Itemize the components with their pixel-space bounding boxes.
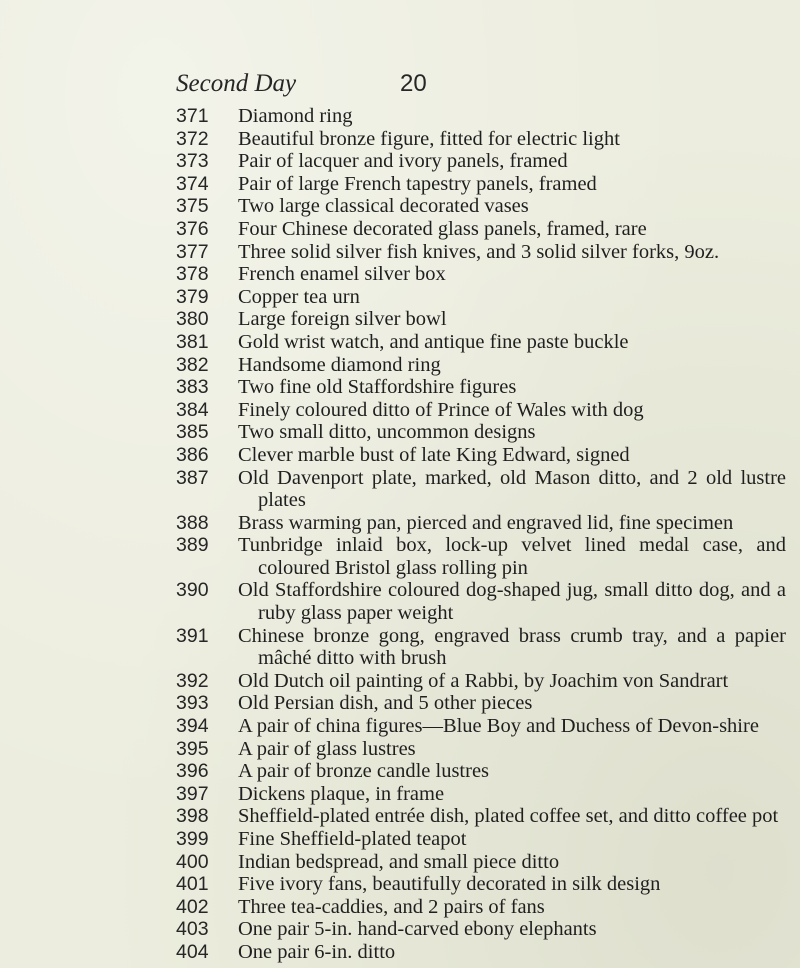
- lot-number: 387: [176, 466, 209, 489]
- lot-number: 393: [176, 692, 209, 715]
- lot-number: 388: [176, 511, 209, 534]
- lot-entry: [176, 105, 786, 128]
- lot-number: 404: [176, 940, 209, 963]
- lot-description: A pair of china figures—Blue Boy and Duchess of Devon-shire: [238, 715, 759, 738]
- lot-entry: [176, 625, 786, 670]
- lot-description: Beautiful bronze figure, fitted for electric light: [238, 127, 620, 150]
- lot-number: 373: [176, 150, 209, 173]
- lot-entry: [176, 218, 786, 241]
- lot-number: 384: [176, 398, 209, 421]
- lot-description: Five ivory fans, beautifully decorated in silk design: [238, 873, 661, 896]
- lot-entry: [176, 715, 786, 738]
- lot-description: One pair 5-in. hand-carved ebony elephants: [238, 918, 597, 941]
- lot-description: Chinese bronze gong, engraved brass crumb tray, and a papier mâché ditto with brush: [238, 624, 786, 670]
- lot-description: Two fine old Staffordshire figures: [238, 376, 517, 399]
- lot-description: A pair of glass lustres: [238, 737, 416, 760]
- lot-entry: [176, 918, 786, 941]
- lot-description: French enamel silver box: [238, 263, 446, 286]
- lot-entry: [176, 421, 786, 444]
- lot-description: Clever marble bust of late King Edward, signed: [238, 443, 630, 466]
- lot-entry: [176, 873, 786, 896]
- lot-description: Finely coloured ditto of Prince of Wales with dog: [238, 398, 644, 421]
- lot-number: 401: [176, 873, 209, 896]
- lot-number: 389: [176, 534, 209, 557]
- lot-number: 390: [176, 579, 209, 602]
- lot-number: 386: [176, 443, 209, 466]
- lot-number: 398: [176, 805, 209, 828]
- lot-entry: [176, 941, 786, 964]
- lot-number: 376: [176, 217, 209, 240]
- lot-description: Old Davenport plate, marked, old Mason ditto, and 2 old lustre plates: [238, 466, 786, 512]
- lot-entry: [176, 308, 786, 331]
- page-number: 20: [400, 70, 427, 97]
- lot-entry: [176, 286, 786, 309]
- lot-description: Two small ditto, uncommon designs: [238, 421, 536, 444]
- lot-description: Copper tea urn: [238, 285, 360, 308]
- lot-description: Brass warming pan, pierced and engraved lid, fine specimen: [238, 511, 734, 534]
- lot-entry: [176, 376, 786, 399]
- lot-number: 385: [176, 421, 209, 444]
- running-head: Second Day: [176, 70, 297, 97]
- lot-description: Three solid silver fish knives, and 3 solid silver forks, 9oz.: [238, 240, 720, 263]
- lot-entry: [176, 760, 786, 783]
- lot-number: 397: [176, 782, 209, 805]
- lot-number: 372: [176, 127, 209, 150]
- lot-entry: [176, 263, 786, 286]
- lot-entry: [176, 692, 786, 715]
- lot-entry: [176, 851, 786, 874]
- lot-description: Old Dutch oil painting of a Rabbi, by Joachim von Sandrart: [238, 669, 729, 692]
- lot-number: 375: [176, 195, 209, 218]
- lot-description: Pair of large French tapestry panels, framed: [238, 172, 597, 195]
- lot-description: Handsome diamond ring: [238, 353, 441, 376]
- lot-description: Tunbridge inlaid box, lock-up velvet lined medal case, and coloured Bristol glass rolling pin: [238, 534, 786, 579]
- lot-entry: [176, 354, 786, 377]
- lot-entry: [176, 399, 786, 422]
- lot-entry: [176, 579, 786, 624]
- lot-entry: [176, 534, 786, 579]
- lot-description: Four Chinese decorated glass panels, framed, rare: [238, 217, 647, 240]
- lot-list: [176, 105, 786, 964]
- lot-entry: [176, 896, 786, 919]
- lot-description: Pair of lacquer and ivory panels, framed: [238, 150, 568, 173]
- lot-entry: [176, 738, 786, 761]
- lot-description: Fine Sheffield-plated teapot: [238, 828, 467, 850]
- lot-number: 374: [176, 172, 209, 195]
- lot-entry: [176, 150, 786, 173]
- lot-description: Gold wrist watch, and antique fine paste buckle: [238, 330, 629, 353]
- lot-number: 377: [176, 240, 209, 263]
- lot-description: Diamond ring: [238, 105, 353, 127]
- lot-number: 403: [176, 918, 209, 941]
- lot-number: 395: [176, 737, 209, 760]
- lot-number: 371: [176, 105, 209, 127]
- lot-description: One pair 6-in. ditto: [238, 940, 396, 963]
- lot-description: Old Staffordshire coloured dog-shaped jug, small ditto dog, and a ruby glass paper weight: [238, 579, 786, 625]
- lot-number: 392: [176, 669, 209, 692]
- lot-entry: [176, 783, 786, 806]
- lot-description: Three tea-caddies, and 2 pairs of fans: [238, 895, 545, 918]
- lot-number: 380: [176, 308, 209, 331]
- lot-entry: [176, 670, 786, 693]
- lot-number: 381: [176, 330, 209, 353]
- lot-number: 402: [176, 895, 209, 918]
- lot-number: 394: [176, 715, 209, 738]
- lot-number: 391: [176, 624, 209, 647]
- lot-number: 400: [176, 850, 209, 873]
- lot-entry: [176, 331, 786, 354]
- lot-entry: [176, 467, 786, 512]
- lot-entry: [176, 241, 786, 264]
- lot-description: A pair of bronze candle lustres: [238, 760, 490, 783]
- lot-entry: [176, 512, 786, 535]
- lot-number: 382: [176, 353, 209, 376]
- lot-number: 399: [176, 828, 209, 850]
- lot-number: 396: [176, 760, 209, 783]
- lot-number: 379: [176, 285, 209, 308]
- lot-description: Two large classical decorated vases: [238, 195, 529, 218]
- lot-entry: [176, 444, 786, 467]
- lot-number: 378: [176, 263, 209, 286]
- lot-description: Old Persian dish, and 5 other pieces: [238, 692, 533, 715]
- lot-description: Dickens plaque, in frame: [238, 782, 445, 805]
- lot-description: Indian bedspread, and small piece ditto: [238, 850, 560, 873]
- lot-entry: [176, 805, 786, 828]
- lot-entry: [176, 195, 786, 218]
- lot-number: 383: [176, 376, 209, 399]
- lot-entry: [176, 173, 786, 196]
- lot-description: Sheffield-plated entrée dish, plated coffee set, and ditto coffee pot: [238, 805, 779, 828]
- lot-description: Large foreign silver bowl: [238, 308, 447, 331]
- lot-entry: [176, 828, 786, 851]
- lot-entry: [176, 128, 786, 151]
